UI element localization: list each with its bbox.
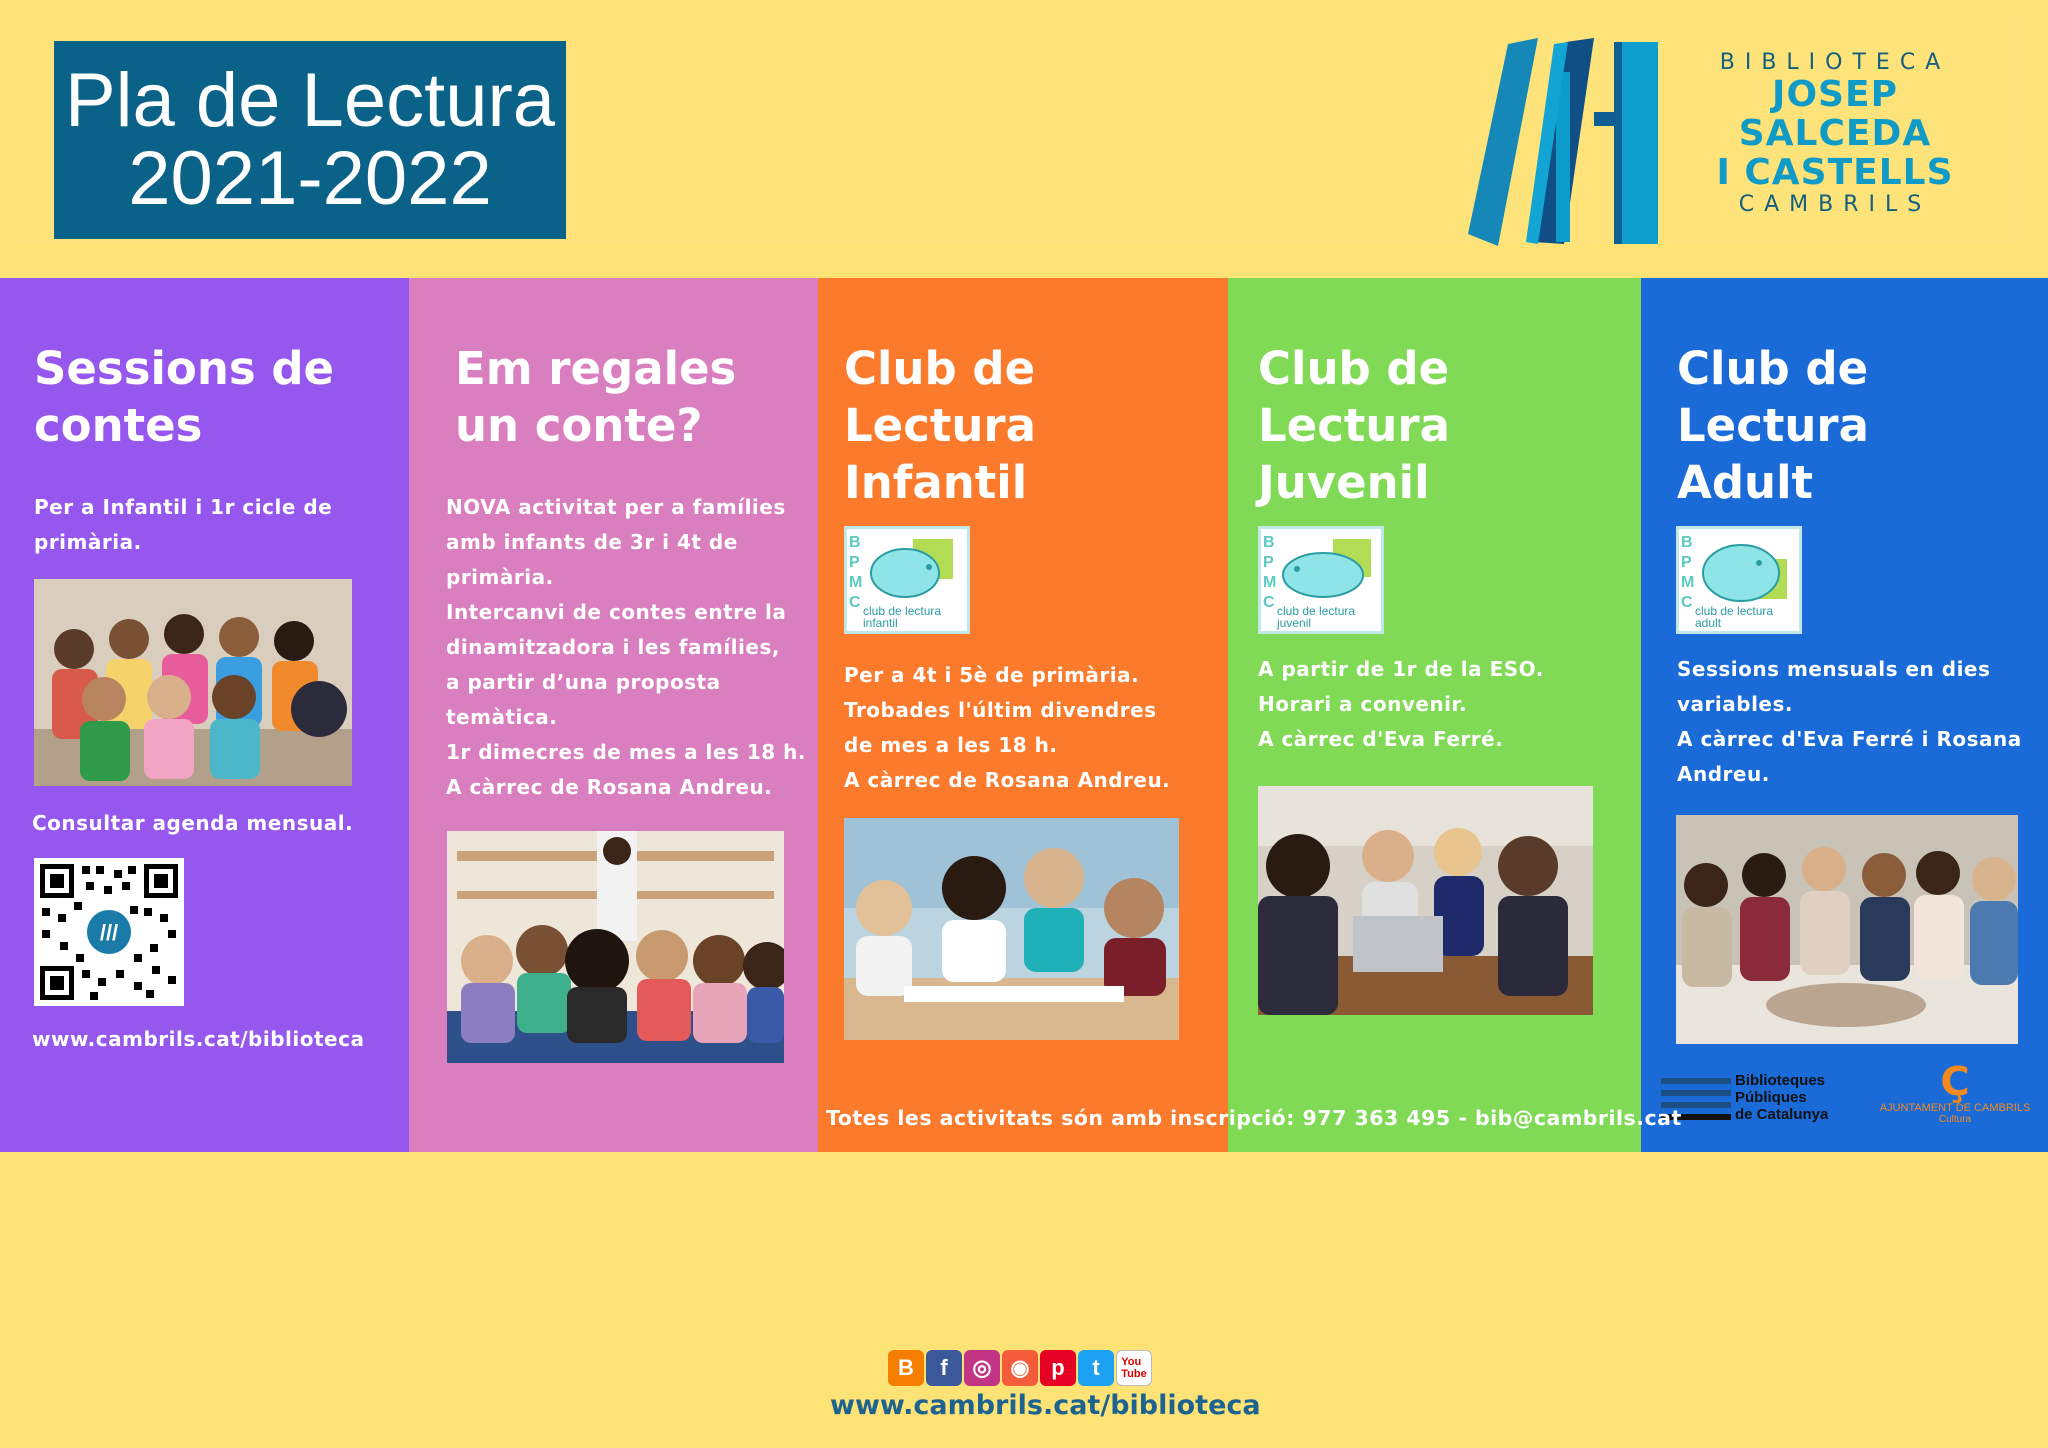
adult-line: Sessions mensuals en dies	[1677, 657, 1991, 681]
facebook-icon[interactable]: f	[926, 1350, 962, 1386]
activity-columns	[0, 278, 2048, 1152]
adult-title	[1677, 340, 1869, 511]
logo-cambrils: CAMBRILS	[1738, 192, 1932, 217]
bpc-line-3: de Catalunya	[1735, 1106, 1829, 1123]
svg-text:P: P	[1263, 554, 1274, 571]
infantil-title-1: Club de	[844, 342, 1036, 395]
children-circle-photo	[34, 579, 352, 786]
adult-line: Andreu.	[1677, 762, 1770, 786]
adult-line: A càrrec d'Eva Ferré i Rosana	[1677, 727, 2022, 751]
infantil-line: de mes a les 18 h.	[844, 733, 1058, 757]
club-juvenil-logo	[1258, 526, 1384, 634]
title-line-2: 2021-2022	[128, 136, 492, 221]
column-club-infantil	[818, 278, 1228, 1152]
sessions-agenda: Consultar agenda mensual.	[32, 811, 354, 835]
regales-line: 1r dimecres de mes a les 18 h.	[446, 740, 806, 764]
juvenil-title-1: Club de	[1258, 342, 1450, 395]
svg-text:C: C	[849, 594, 861, 611]
club-adult-logo	[1676, 526, 1802, 634]
column-em-regales	[409, 278, 818, 1152]
regales-title-2: un conte?	[455, 399, 703, 452]
regales-title	[455, 340, 736, 454]
adults-group-photo	[1676, 815, 2018, 1044]
youtube-icon[interactable]: You Tube	[1116, 1350, 1152, 1386]
regales-description	[446, 490, 806, 805]
sessions-url[interactable]: www.cambrils.cat/biblioteca	[32, 1027, 365, 1051]
social-icons-bar	[888, 1350, 1152, 1386]
juvenil-title-3: Juvenil	[1258, 456, 1430, 509]
svg-text:B: B	[849, 534, 861, 551]
regales-line: a partir d’una proposta	[446, 670, 721, 694]
svg-text:M: M	[1263, 574, 1277, 591]
svg-text:P: P	[849, 554, 860, 571]
bpc-line-2: Públiques	[1735, 1089, 1807, 1106]
regales-line: NOVA activitat per a famílies	[446, 495, 786, 519]
sessions-title	[34, 340, 334, 454]
juvenil-title-2: Lectura	[1258, 399, 1450, 452]
ajuntament-line-1: AJUNTAMENT DE CAMBRILS	[1879, 1102, 2031, 1114]
page-title	[54, 41, 566, 239]
juvenil-title	[1258, 340, 1450, 511]
infantil-title-3: Infantil	[844, 456, 1028, 509]
column-sessions-contes	[0, 278, 409, 1152]
svg-text:C: C	[1681, 594, 1693, 611]
inscription-info: Totes les activitats són amb inscripció: 977 363 495 - bib@cambrils.cat	[826, 1106, 1682, 1130]
infantil-line: Per a 4t i 5è de primària.	[844, 663, 1140, 687]
logo-name-3: I CASTELLS	[1716, 152, 1954, 193]
club-juvenil-caption-2: juvenil	[1277, 616, 1312, 630]
sessions-text-1: Per a Infantil i 1r cicle de	[34, 495, 333, 519]
footer-url[interactable]: www.cambrils.cat/biblioteca	[830, 1390, 1261, 1421]
regales-line: amb infants de 3r i 4t de	[446, 530, 738, 554]
kids-reading-photo	[844, 818, 1179, 1040]
sessions-title-1: Sessions de	[34, 342, 335, 395]
infantil-line: Trobades l'últim divendres	[844, 698, 1157, 722]
teens-laptop-photo	[1258, 786, 1593, 1015]
club-juvenil-caption-1: club de lectura	[1277, 604, 1356, 618]
regales-line: Intercanvi de contes entre la	[446, 600, 787, 624]
adult-line: variables.	[1677, 692, 1793, 716]
svg-text:P: P	[1681, 554, 1692, 571]
regales-line: A càrrec de Rosana Andreu.	[446, 775, 773, 799]
adult-title-1: Club de	[1677, 342, 1869, 395]
sessions-description	[34, 490, 332, 560]
instagram-icon[interactable]: ◎	[964, 1350, 1000, 1386]
infantil-title-2: Lectura	[844, 399, 1036, 452]
club-infantil-caption-1: club de lectura	[863, 604, 942, 618]
sessions-text-2: primària.	[34, 530, 142, 554]
club-infantil-caption-2: infantil	[863, 616, 898, 630]
qr-badge-text: ///	[99, 920, 119, 945]
infantil-line: A càrrec de Rosana Andreu.	[844, 768, 1171, 792]
ivoox-icon[interactable]: ◉	[1002, 1350, 1038, 1386]
library-books-logo	[1468, 36, 1668, 248]
regales-line: primària.	[446, 565, 554, 589]
pinterest-icon[interactable]: p	[1040, 1350, 1076, 1386]
qr-code[interactable]	[34, 858, 184, 1006]
club-adult-caption-2: adult	[1695, 616, 1722, 630]
svg-text:B: B	[1263, 534, 1275, 551]
column-club-juvenil	[1228, 278, 1641, 1152]
blogger-icon[interactable]: B	[888, 1350, 924, 1386]
svg-text:M: M	[1681, 574, 1695, 591]
club-adult-caption-1: club de lectura	[1695, 604, 1774, 618]
svg-text:M: M	[849, 574, 863, 591]
regales-title-1: Em regales	[455, 342, 737, 395]
infantil-title	[844, 340, 1036, 511]
logo-name-2: SALCEDA	[1738, 113, 1932, 154]
adult-title-2: Lectura	[1677, 399, 1869, 452]
library-name-logo	[1700, 50, 1970, 217]
adult-description	[1677, 652, 2022, 792]
juvenil-line: Horari a convenir.	[1258, 692, 1468, 716]
juvenil-line: A partir de 1r de la ESO.	[1258, 657, 1544, 681]
logo-name-1: JOSEP	[1772, 74, 1898, 115]
column-club-adult	[1641, 278, 2048, 1152]
ajuntament-line-2: Cultura	[1938, 1114, 1972, 1125]
svg-text:C: C	[1263, 594, 1275, 611]
twitter-icon[interactable]: t	[1078, 1350, 1114, 1386]
svg-text:B: B	[1681, 534, 1693, 551]
sessions-title-2: contes	[34, 399, 203, 452]
infantil-description	[844, 658, 1170, 798]
bpc-line-1: Biblioteques	[1735, 1072, 1826, 1089]
regales-line: dinamitzadora i les famílies,	[446, 635, 780, 659]
logo-biblioteca: BIBLIOTECA	[1719, 50, 1951, 75]
ajuntament-cambrils-logo	[1875, 1059, 2035, 1142]
biblioteques-publiques-logo	[1661, 1072, 1861, 1132]
club-infantil-logo	[844, 526, 970, 634]
cambrils-c-icon: Ç	[1940, 1059, 1970, 1105]
juvenil-line: A càrrec d'Eva Ferré.	[1258, 727, 1504, 751]
storytime-photo	[447, 831, 784, 1063]
adult-title-3: Adult	[1677, 456, 1814, 509]
juvenil-description	[1258, 652, 1544, 757]
title-line-1: Pla de Lectura	[64, 58, 556, 143]
regales-line: temàtica.	[446, 705, 558, 729]
